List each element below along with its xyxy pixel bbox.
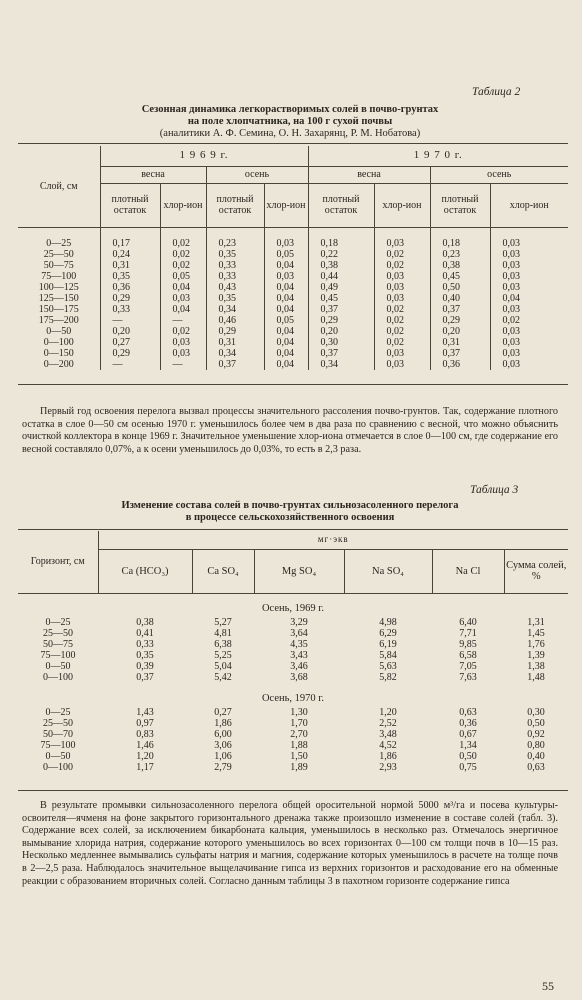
table1-cell: 0,31	[206, 337, 264, 348]
table1-cell: 0,03	[490, 271, 568, 282]
table2-cell: 5,04	[214, 661, 232, 672]
table-row	[18, 304, 568, 315]
table-row	[18, 740, 568, 751]
table1-cell: 0,03	[490, 260, 568, 271]
table1-cell: —	[100, 315, 160, 326]
table1-cell: 0,35	[100, 271, 160, 282]
table2-cell: 6,29	[379, 628, 397, 639]
table-row	[18, 729, 568, 740]
table2-col-header: Ca SO₄	[192, 549, 254, 593]
table-row	[18, 639, 568, 650]
table-row	[18, 628, 568, 639]
table1-cell: 0,33	[206, 271, 264, 282]
table2-cell: 1,38	[527, 661, 545, 672]
table2-cell: 7,63	[459, 672, 477, 683]
table-row	[18, 672, 568, 683]
table1-row-label: 50—75	[43, 260, 74, 271]
table1-cell: 0,02	[160, 326, 206, 337]
table1-row-label: 0—50	[46, 326, 72, 337]
table1-cell: 0,03	[264, 238, 308, 249]
table1-cell: 0,02	[374, 249, 430, 260]
table1-cell: 0,03	[374, 293, 430, 304]
table2-cell: 1,86	[214, 718, 232, 729]
table1-cell: 0,31	[430, 337, 490, 348]
table-row	[18, 238, 568, 249]
table2-col-header: Na SO₄	[344, 549, 432, 593]
table-row	[18, 337, 568, 348]
table1-h-dry: плотный остаток	[308, 183, 374, 227]
table1-cell: 0,03	[374, 238, 430, 249]
table2-cell: 0,63	[459, 707, 477, 718]
table1-cell: 0,37	[308, 304, 374, 315]
table2-col-header: Na Cl	[432, 549, 504, 593]
table1-cell: 0,04	[264, 348, 308, 359]
table-row	[18, 348, 568, 359]
table2-cell: 1,88	[290, 740, 308, 751]
table1-spring-1969: весна	[100, 166, 206, 183]
table1-cell: 0,45	[430, 271, 490, 282]
table1-authors: (аналитики А. Ф. Семина, О. Н. Захарянц, Р. М. Нобатова)	[159, 128, 421, 139]
table1-cell: 0,20	[308, 326, 374, 337]
table1-cell: 0,03	[490, 337, 568, 348]
table2-cell: 3,43	[290, 650, 308, 661]
table1-cell: 0,04	[264, 282, 308, 293]
table2-cell: 5,84	[379, 650, 397, 661]
table2-cell: 1,31	[527, 617, 545, 628]
table1-cell: 0,29	[430, 315, 490, 326]
table-row	[18, 359, 568, 370]
table1-cell: 0,46	[206, 315, 264, 326]
table-row	[18, 326, 568, 337]
table1-cell: 0,05	[160, 271, 206, 282]
table1-h-dry: плотный остаток	[206, 183, 264, 227]
table1-cell: 0,02	[160, 249, 206, 260]
table-row	[18, 315, 568, 326]
table1-h-cl: хлор-ион	[264, 183, 308, 227]
table2-cell: 1,39	[527, 650, 545, 661]
table2-cell: 0,75	[459, 762, 477, 773]
table1-cell: 0,29	[100, 348, 160, 359]
table1-cell: 0,29	[308, 315, 374, 326]
table1-cell: 0,35	[206, 249, 264, 260]
table2-col-header: Ca (HCO₃)	[98, 549, 192, 593]
table1-cell: 0,03	[490, 326, 568, 337]
table2-bottom-rule	[18, 790, 568, 791]
page-number: 55	[542, 979, 554, 993]
table2-cell: 1,89	[290, 762, 308, 773]
table1-cell: 0,37	[430, 304, 490, 315]
table2-cell: 6,00	[214, 729, 232, 740]
table2-cell: 1,43	[136, 707, 154, 718]
table1-cell: 0,44	[308, 271, 374, 282]
table2-row-label: 50—75	[43, 639, 73, 650]
table2-cell: 0,41	[136, 628, 154, 639]
table2	[18, 531, 568, 773]
table2-cell: 1,34	[459, 740, 477, 751]
table1-cell: 0,04	[264, 359, 308, 370]
table2-cell: 3,06	[214, 740, 232, 751]
table2-title-line2: в процессе сельскохозяйственного освоения	[185, 512, 395, 523]
table-row	[18, 707, 568, 718]
table2-cell: 7,05	[459, 661, 477, 672]
table1-cell: 0,33	[100, 304, 160, 315]
table2-cell: 5,63	[379, 661, 397, 672]
table1-row-label: 0—150	[43, 348, 74, 359]
table2-row-label: 0—100	[43, 762, 73, 773]
table1-autumn-1970: осень	[430, 166, 568, 183]
table2-cell: 0,37	[136, 672, 154, 683]
table2-cell: 5,25	[214, 650, 232, 661]
table1-cell: —	[160, 315, 206, 326]
table2-cell: 0,50	[527, 718, 545, 729]
table1-row-label: 150—175	[38, 304, 79, 315]
table2-col-header: Сумма солей, %	[504, 549, 568, 593]
table1-cell: 0,04	[264, 260, 308, 271]
table2-cell: 1,20	[136, 751, 154, 762]
table1-row-label: 175—200	[38, 315, 79, 326]
table2-unit: мг·экв	[98, 531, 568, 549]
table2-row-label: 0—50	[45, 661, 71, 672]
table2-cell: 0,67	[459, 729, 477, 740]
table2-cell: 4,98	[379, 617, 397, 628]
table1-cell: —	[160, 359, 206, 370]
table2-cell: 1,45	[527, 628, 545, 639]
table1-cell: 0,36	[430, 359, 490, 370]
table1-row-label: 0—25	[46, 238, 72, 249]
table1-cell: 0,02	[374, 315, 430, 326]
table1-cell: 0,03	[490, 304, 568, 315]
table2-col-horizon: Горизонт, см	[30, 556, 85, 567]
table2-cell: 0,35	[136, 650, 154, 661]
table1-cell: 0,18	[308, 238, 374, 249]
table1-h-cl: хлор-ион	[490, 183, 568, 227]
table2-cell: 1,20	[379, 707, 397, 718]
table1-cell: 0,35	[206, 293, 264, 304]
table2-cell: 1,48	[527, 672, 545, 683]
table1-cell: 0,02	[374, 260, 430, 271]
table-row	[18, 650, 568, 661]
table2-cell: 3,64	[290, 628, 308, 639]
table1-cell: 0,03	[374, 348, 430, 359]
table1-cell: 0,36	[100, 282, 160, 293]
table2-section-1970: Осень, 1970 г.	[261, 692, 325, 704]
table2-section-1969: Осень, 1969 г.	[261, 602, 325, 614]
table2-row-label: 0—25	[45, 617, 71, 628]
table2-cell: 4,81	[214, 628, 232, 639]
table1-cell: 0,20	[100, 326, 160, 337]
table1-cell: 0,49	[308, 282, 374, 293]
table2-row-label: 75—100	[40, 650, 76, 661]
table-row	[18, 661, 568, 672]
table1-cell: 0,03	[374, 282, 430, 293]
table1-title	[80, 104, 500, 140]
table2-cell: 0,97	[136, 718, 154, 729]
table1-cell: 0,23	[430, 249, 490, 260]
table2-cell: 1,76	[527, 639, 545, 650]
paragraph-1: Первый год освоения перелога вызвал процессы значительного рассоления почво-грунтов. Так, содержание плотного остатка в слое 0—50 см осенью 1970 г. уменьшилось более чем в два раза по сравнению с весной, что можно объяснить очисткой коллектора в конце 1969 г. Значительное уменьшение хлор-иона отмечается в слое 0—100 см, где содержание его весной составляло 0,07%, а к осени уменьшилось до 0,03%, то есть в 2,3 раза.	[22, 406, 558, 455]
table1-cell: 0,40	[430, 293, 490, 304]
table1-cell: 0,04	[490, 293, 568, 304]
table2-cell: 5,82	[379, 672, 397, 683]
table1-cell: 0,18	[430, 238, 490, 249]
table1-cell: 0,38	[430, 260, 490, 271]
table1-h-cl: хлор-ион	[160, 183, 206, 227]
table2-row-label: 0—25	[45, 707, 71, 718]
table2-row-label: 0—100	[43, 672, 73, 683]
table1-cell: 0,03	[374, 359, 430, 370]
table1-cell: 0,29	[206, 326, 264, 337]
table1-cell: 0,23	[206, 238, 264, 249]
table2-cell: 0,39	[136, 661, 154, 672]
table1-cell: 0,31	[100, 260, 160, 271]
table1-cell: 0,34	[206, 348, 264, 359]
table1-cell: 0,27	[100, 337, 160, 348]
table1-title-line2: на поле хлопчатника, на 100 г сухой почвы	[187, 116, 393, 127]
table-row	[18, 249, 568, 260]
table1-cell: 0,43	[206, 282, 264, 293]
table1-cell: 0,03	[490, 238, 568, 249]
table2-label: Таблица 3	[470, 484, 519, 496]
table2-cell: 0,50	[459, 751, 477, 762]
table1-cell: 0,02	[490, 315, 568, 326]
table2-cell: 6,38	[214, 639, 232, 650]
table1-cell: 0,03	[490, 359, 568, 370]
table1-row-label: 100—125	[38, 282, 79, 293]
table1-cell: 0,04	[264, 337, 308, 348]
table1-cell: 0,37	[308, 348, 374, 359]
table2-cell: 7,71	[459, 628, 477, 639]
table2-cell: 9,85	[459, 639, 477, 650]
table-row	[18, 271, 568, 282]
table1-cell: 0,05	[264, 249, 308, 260]
table1-cell: 0,30	[308, 337, 374, 348]
table2-cell: 2,79	[214, 762, 232, 773]
table2-cell: 0,83	[136, 729, 154, 740]
table1-top-rule	[18, 143, 568, 144]
table2-cell: 0,38	[136, 617, 154, 628]
table2-cell: 0,36	[459, 718, 477, 729]
table1-row-label: 0—100	[43, 337, 74, 348]
table2-title	[80, 500, 500, 524]
table1-cell: 0,03	[160, 337, 206, 348]
table1-row-label: 0—200	[43, 359, 74, 370]
table1-cell: 0,33	[206, 260, 264, 271]
table1-cell: 0,24	[100, 249, 160, 260]
table2-cell: 0,63	[527, 762, 545, 773]
table1-cell: 0,02	[160, 260, 206, 271]
table1-cell: 0,34	[308, 359, 374, 370]
table1-cell: 0,37	[206, 359, 264, 370]
table-row	[18, 282, 568, 293]
table-row	[18, 762, 568, 773]
table1-h-dry: плотный остаток	[100, 183, 160, 227]
table2-cell: 1,17	[136, 762, 154, 773]
table1-row-label: 125—150	[38, 293, 79, 304]
table2-cell: 1,06	[214, 751, 232, 762]
table2-cell: 1,46	[136, 740, 154, 751]
table1-row-label: 75—100	[41, 271, 77, 282]
table2-cell: 6,58	[459, 650, 477, 661]
table1-cell: 0,37	[430, 348, 490, 359]
table1-cell: 0,05	[264, 315, 308, 326]
table1-cell: 0,22	[308, 249, 374, 260]
table-row	[18, 260, 568, 271]
table2-cell: 0,30	[527, 707, 545, 718]
table-row	[18, 751, 568, 762]
table2-cell: 1,50	[290, 751, 308, 762]
table2-cell: 5,27	[214, 617, 232, 628]
table2-cell: 1,86	[379, 751, 397, 762]
table1-spring-1970: весна	[308, 166, 430, 183]
table2-cell: 2,93	[379, 762, 397, 773]
table1-cell: 0,34	[206, 304, 264, 315]
table1-bottom-rule	[18, 384, 568, 385]
table2-cell: 0,33	[136, 639, 154, 650]
table1-cell: 0,29	[100, 293, 160, 304]
table2-row-label: 25—50	[43, 628, 73, 639]
table2-cell: 3,48	[379, 729, 397, 740]
table1-title-line1: Сезонная динамика легкорастворимых солей в почво-грунтах	[141, 104, 439, 115]
table1-cell: 0,04	[264, 304, 308, 315]
table1-cell: 0,02	[374, 337, 430, 348]
table2-row-label: 75—100	[40, 740, 76, 751]
table-row	[18, 718, 568, 729]
table1-cell: 0,03	[160, 348, 206, 359]
table1-cell: —	[100, 359, 160, 370]
table2-title-line1: Изменение состава солей в почво-грунтах сильнозасоленного перелога	[121, 500, 459, 511]
table2-cell: 6,40	[459, 617, 477, 628]
table2-cell: 3,68	[290, 672, 308, 683]
table1-cell: 0,04	[264, 293, 308, 304]
table1-col-layer: Слой, см	[39, 181, 78, 192]
table1-cell: 0,17	[100, 238, 160, 249]
table2-cell: 1,70	[290, 718, 308, 729]
table2-top-rule	[18, 529, 568, 530]
table2-cell: 6,19	[379, 639, 397, 650]
table2-col-header: Mg SO₄	[254, 549, 344, 593]
table1-h-dry: плотный остаток	[430, 183, 490, 227]
paragraph-2: В результате промывки сильнозасоленного перелога общей оросительной нормой 5000 м³/га и посева культуры-освоителя—ячменя на фоне закрытого горизонтального дренажа также произошло изменение в составе солей (табл. 3). Содержание всех солей, за исключением бикарбоната кальция, уменьшилось в несколько раз. Отмечалось энергичное вымывание хлорида натрия, содержание которого уменьшилось во всех горизонтах 0—100 см толщи почв в 10—15 раз. Несколько медленнее вымывались сульфаты натрия и магния, содержание которых уменьшилось в расчете на толще почв в 2—2,5 раза. Наблюдалось значительное выщелачивание гипса из верхних горизонтов и расходование его на обменные реакции с образованием вторичных солей. Согласно данным таблицы 3 в пахотном горизонте содержание гипса	[22, 800, 558, 887]
table2-row-label: 50—70	[43, 729, 73, 740]
table1-cell: 0,50	[430, 282, 490, 293]
table2-row-label: 25—50	[43, 718, 73, 729]
table2-cell: 3,29	[290, 617, 308, 628]
table2-cell: 0,92	[527, 729, 545, 740]
table2-cell: 1,30	[290, 707, 308, 718]
table1-cell: 0,45	[308, 293, 374, 304]
table1	[18, 146, 568, 370]
table1-cell: 0,02	[374, 304, 430, 315]
table2-cell: 4,35	[290, 639, 308, 650]
table2-cell: 4,52	[379, 740, 397, 751]
table1-year1: 1 9 6 9 г.	[100, 146, 308, 166]
table2-cell: 0,27	[214, 707, 232, 718]
table1-cell: 0,03	[490, 348, 568, 359]
table1-cell: 0,04	[160, 304, 206, 315]
table1-cell: 0,04	[160, 282, 206, 293]
table1-cell: 0,02	[374, 326, 430, 337]
table1-cell: 0,03	[490, 249, 568, 260]
table2-cell: 0,40	[527, 751, 545, 762]
table2-cell: 2,70	[290, 729, 308, 740]
table-row	[18, 617, 568, 628]
table1-cell: 0,38	[308, 260, 374, 271]
table2-row-label: 0—50	[45, 751, 71, 762]
table1-cell: 0,03	[264, 271, 308, 282]
table1-cell: 0,02	[160, 238, 206, 249]
table1-cell: 0,20	[430, 326, 490, 337]
table1-cell: 0,03	[490, 282, 568, 293]
table2-cell: 0,80	[527, 740, 545, 751]
table-row	[18, 293, 568, 304]
table2-cell: 2,52	[379, 718, 397, 729]
table1-cell: 0,03	[160, 293, 206, 304]
table1-row-label: 25—50	[43, 249, 74, 260]
table1-label: Таблица 2	[472, 86, 521, 98]
table1-h-cl: хлор-ион	[374, 183, 430, 227]
table1-cell: 0,04	[264, 326, 308, 337]
table2-cell: 3,46	[290, 661, 308, 672]
table1-cell: 0,03	[374, 271, 430, 282]
table2-cell: 5,42	[214, 672, 232, 683]
table1-autumn-1969: осень	[206, 166, 308, 183]
table1-year2: 1 9 7 0 г.	[308, 146, 568, 166]
